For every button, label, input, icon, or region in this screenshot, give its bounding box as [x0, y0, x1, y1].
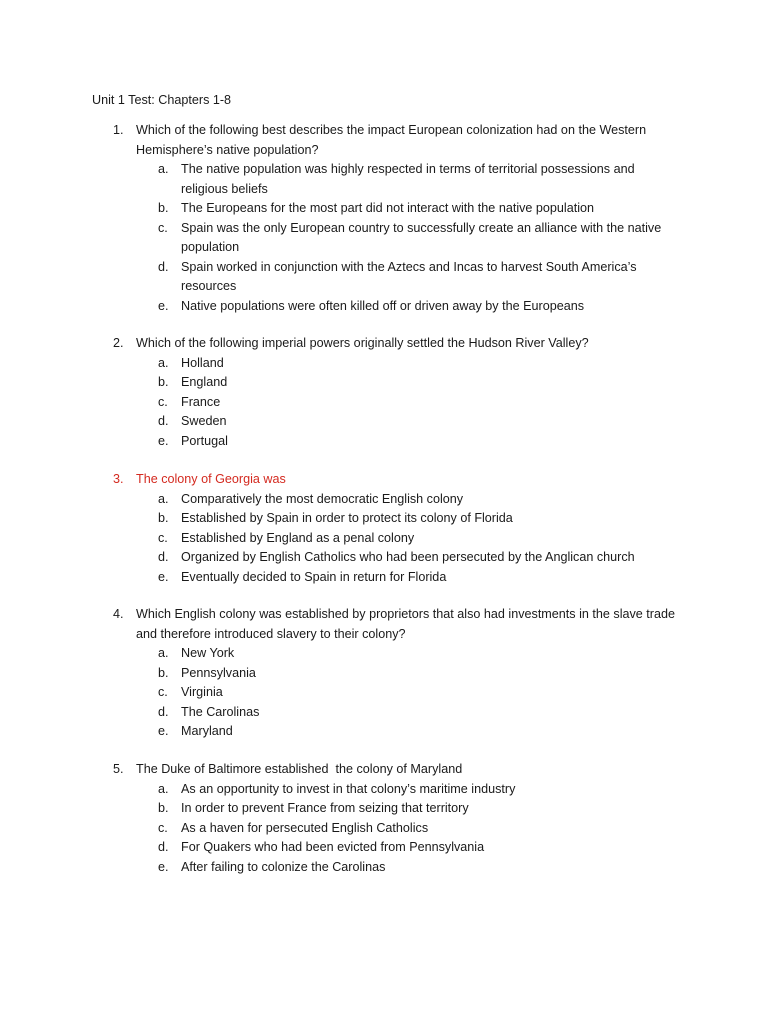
- question-2: [0, 334, 768, 451]
- option-letter: a.: [158, 162, 169, 176]
- option-text: Organized by English Catholics who had been persecuted by the Anglican church: [181, 550, 635, 564]
- option-letter: e.: [158, 569, 169, 584]
- question-text: The Duke of Baltimore established the colony of Maryland: [136, 762, 463, 776]
- option-text: In order to prevent France from seizing that territory: [181, 801, 469, 815]
- option-text: The Europeans for the most part did not interact with the native population: [181, 201, 595, 215]
- option-text: Spain worked in conjunction with the Aztecs and Incas to harvest South America’s resources: [181, 259, 637, 293]
- option-letter: b.: [158, 375, 169, 389]
- option-text: Established by Spain in order to protect its colony of Florida: [181, 511, 513, 525]
- option-text: Holland: [181, 355, 224, 370]
- question-text: Which of the following imperial powers originally settled the Hudson River Valley?: [136, 336, 589, 350]
- answer-option-e: [158, 432, 681, 452]
- answer-option-a: [158, 354, 681, 374]
- option-text: After failing to colonize the Carolinas: [181, 859, 386, 874]
- answer-option-a: [158, 160, 681, 199]
- answer-option-b: [158, 799, 681, 819]
- option-text: Pennsylvania: [181, 665, 256, 680]
- option-text: For Quakers who had been evicted from Pennsylvania: [181, 840, 485, 854]
- answer-option-a: [158, 644, 681, 664]
- answer-option-c: [158, 683, 681, 703]
- answer-options: [0, 354, 768, 452]
- option-text: Native populations were often killed off or driven away by the Europeans: [181, 298, 585, 313]
- question-number: 3.: [113, 472, 124, 486]
- option-letter: a.: [158, 646, 169, 660]
- option-text: As an opportunity to invest in that colony’s maritime industry: [181, 781, 516, 796]
- option-letter: e.: [158, 433, 169, 448]
- answer-options: [0, 644, 768, 742]
- option-text: Spain was the only European country to successfully create an alliance with the native population: [181, 220, 662, 254]
- option-letter: d.: [158, 550, 169, 564]
- option-text: Sweden: [181, 414, 227, 428]
- option-text: Maryland: [181, 724, 233, 738]
- question-4: [0, 605, 768, 742]
- answer-option-e: [158, 722, 681, 742]
- option-letter: e.: [158, 724, 169, 738]
- option-letter: d.: [158, 840, 169, 854]
- option-letter: b.: [158, 511, 169, 525]
- option-text: Eventually decided to Spain in return for Florida: [181, 569, 447, 584]
- answer-option-e: [158, 297, 681, 317]
- option-text: The native population was highly respected in terms of territorial possessions and religious beliefs: [181, 162, 635, 196]
- answer-option-d: [158, 258, 681, 297]
- answer-option-e: [158, 568, 681, 588]
- option-letter: d.: [158, 414, 169, 428]
- answer-option-d: [158, 412, 681, 432]
- answer-option-c: [158, 819, 681, 839]
- answer-options: [0, 490, 768, 588]
- answer-option-c: [158, 219, 681, 258]
- answer-option-e: [158, 858, 681, 878]
- answer-options: [0, 160, 768, 316]
- option-letter: c.: [158, 685, 168, 699]
- option-text: England: [181, 375, 228, 389]
- answer-option-a: [158, 490, 681, 510]
- option-text: Established by England as a penal colony: [181, 530, 415, 545]
- option-letter: e.: [158, 859, 169, 874]
- option-text: Virginia: [181, 685, 223, 699]
- option-letter: c.: [158, 820, 168, 835]
- option-letter: a.: [158, 491, 169, 506]
- option-text: As a haven for persecuted English Catholics: [181, 820, 429, 835]
- option-letter: b.: [158, 801, 169, 815]
- option-letter: c.: [158, 394, 168, 409]
- option-letter: b.: [158, 665, 169, 680]
- answer-option-a: [158, 780, 681, 800]
- answer-option-d: [158, 548, 681, 568]
- answer-option-b: [158, 664, 681, 684]
- answer-option-b: [158, 373, 681, 393]
- option-letter: d.: [158, 259, 169, 274]
- question-text: Which of the following best describes the impact European colonization had on the Western Hemisphere’s native population?: [136, 123, 647, 157]
- option-letter: a.: [158, 355, 169, 370]
- option-letter: d.: [158, 704, 169, 719]
- question-number: 4.: [113, 607, 124, 621]
- question-number: 1.: [113, 123, 124, 137]
- question-1: [0, 121, 768, 316]
- option-letter: e.: [158, 298, 169, 313]
- option-letter: c.: [158, 220, 168, 235]
- option-letter: b.: [158, 201, 169, 215]
- option-text: France: [181, 394, 221, 409]
- answer-option-d: [158, 838, 681, 858]
- option-text: New York: [181, 646, 235, 660]
- question-number: 5.: [113, 762, 124, 776]
- answer-option-c: [158, 529, 681, 549]
- option-text: Comparatively the most democratic English colony: [181, 491, 464, 506]
- option-letter: a.: [158, 781, 169, 796]
- document-title: Unit 1 Test: Chapters 1-8: [92, 93, 232, 107]
- question-number: 2.: [113, 336, 124, 350]
- answer-option-b: [158, 509, 681, 529]
- question-text: The colony of Georgia was: [136, 472, 286, 486]
- answer-option-c: [158, 393, 681, 413]
- question-text: Which English colony was established by proprietors that also had investments in the slave trade and therefore introduced slavery to their colony?: [136, 607, 676, 641]
- question-5: [0, 760, 768, 877]
- answer-option-d: [158, 703, 681, 723]
- option-letter: c.: [158, 530, 168, 545]
- option-text: Portugal: [181, 433, 228, 448]
- answer-options: [0, 780, 768, 878]
- answer-option-b: [158, 199, 681, 219]
- question-3: [0, 470, 768, 587]
- option-text: The Carolinas: [181, 704, 260, 719]
